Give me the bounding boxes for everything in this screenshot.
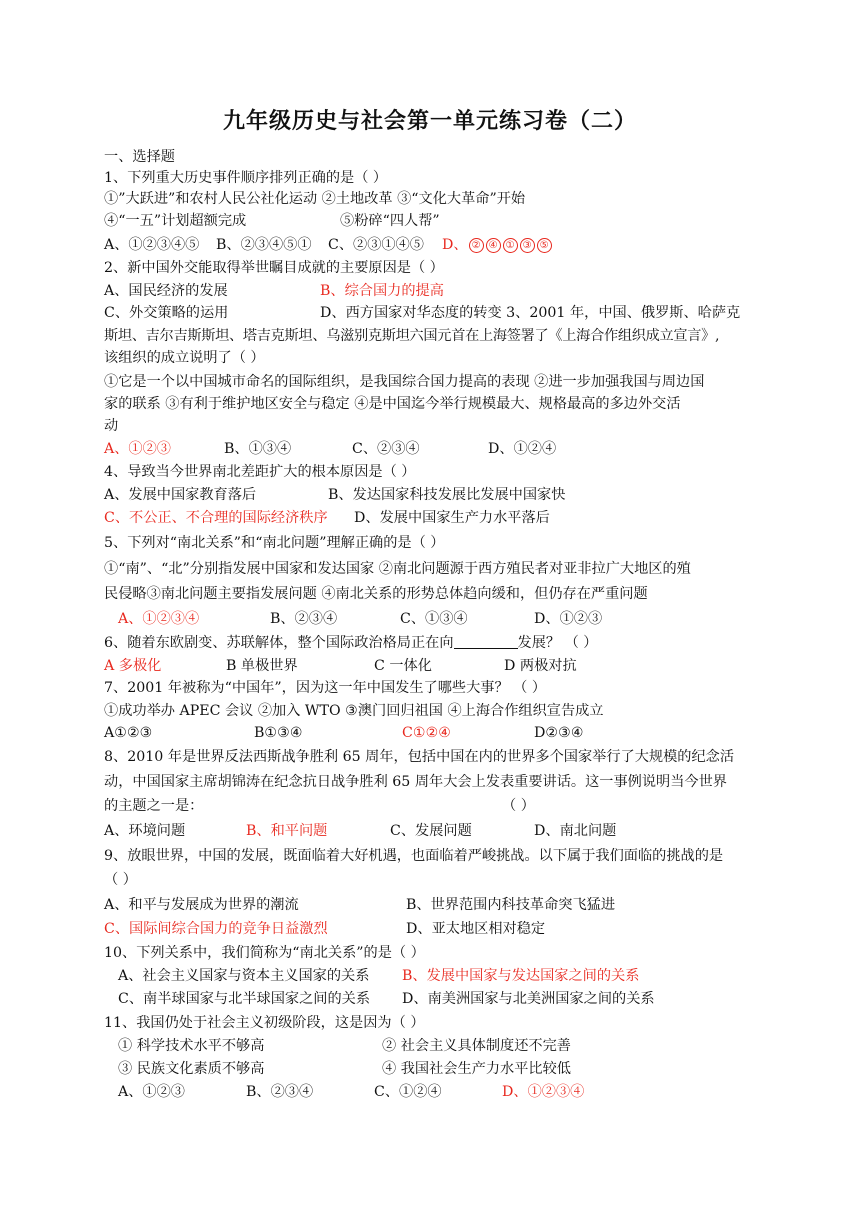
q1-option-d-answer bbox=[442, 234, 553, 256]
q1-item4: ④“一五”计划超额完成 bbox=[104, 213, 247, 229]
q4-stem: 4、导致当今世界南北差距扩大的根本原因是（ ） bbox=[104, 464, 416, 480]
q11-stem: 11、我国仍处于社会主义初级阶段，这是因为（ ） bbox=[104, 1015, 425, 1031]
q6-option-c: C 一体化 bbox=[374, 658, 432, 674]
q10-option-c: C、南半球国家与北半球国家之间的关系 bbox=[118, 991, 371, 1007]
q3-stem-line1: 斯坦、吉尔吉斯斯坦、塔吉克斯坦、乌滋别克斯坦六国元首在上海签署了《上海合作组织成立宣言》, bbox=[104, 328, 720, 344]
q6-stem-end: 发展？ （ ） bbox=[517, 635, 598, 651]
q6-stem bbox=[104, 632, 764, 654]
q8-option-c: C、发展问题 bbox=[390, 823, 472, 839]
q5-items-line2: 民侵略③南北问题主要指发展问题 ④南北关系的形势总体趋向缓和，但仍存在严重问题 bbox=[104, 586, 648, 602]
q7-option-a: A①②③ bbox=[104, 725, 153, 741]
q2-option-b-answer: B、综合国力的提高 bbox=[320, 283, 444, 299]
q7-option-b: B①③④ bbox=[254, 725, 303, 741]
q11-option-a: A、①②③ bbox=[118, 1084, 185, 1100]
q5-option-d: D、①②③ bbox=[534, 611, 603, 627]
q1-option-a: A、①②③④⑤ bbox=[104, 237, 200, 253]
q3-items-line1: ①它是一个以中国城市命名的国际组织，是我国综合国力提高的表现 ②进一步加强我国与周边国 bbox=[104, 374, 705, 390]
q8-stem-line1: 8、2010 年是世界反法西斯战争胜利 65 周年，包括中国在内的世界多个国家举行了大规模的纪念活 bbox=[104, 749, 735, 765]
q7-items: ①成功举办 APEC 会议 ②加入 WTO ③澳门回归祖国 ④上海合作组织宣告成立 bbox=[104, 703, 604, 719]
q4-option-b: B、发达国家科技发展比发展中国家快 bbox=[328, 487, 566, 503]
q8-option-d: D、南北问题 bbox=[534, 823, 617, 839]
q9-option-c-answer: C、国际间综合国力的竞争日益激烈 bbox=[104, 921, 328, 937]
q9-option-d: D、亚太地区相对稳定 bbox=[406, 921, 546, 937]
q4-option-a: A、发展中国家教育落后 bbox=[104, 487, 257, 503]
q3-option-b: B、①③④ bbox=[224, 441, 292, 457]
q1-answer-mark: ④ bbox=[486, 238, 501, 253]
q1-answer-mark: ① bbox=[503, 238, 518, 253]
q5-option-b: B、②③④ bbox=[270, 611, 338, 627]
q1-item5: ⑤粉碎“四人帮” bbox=[340, 213, 440, 229]
q3-items-line3: 动 bbox=[104, 418, 119, 434]
q1-option-d-prefix: D、 bbox=[442, 237, 468, 253]
q9-option-b: B、世界范围内科技革命突飞猛进 bbox=[406, 897, 616, 913]
q7-option-d: D②③④ bbox=[534, 725, 584, 741]
q6-option-a-answer: A 多极化 bbox=[104, 658, 162, 674]
q3-option-a-answer: A、①②③ bbox=[104, 441, 171, 457]
q8-stem-line2: 动，中国国家主席胡锦涛在纪念抗日战争胜利 65 周年大会上发表重要讲话。这一事例说明当今世界 bbox=[104, 774, 727, 790]
q10-option-a: A、社会主义国家与资本主义国家的关系 bbox=[118, 968, 370, 984]
q1-answer-mark: ② bbox=[469, 238, 484, 253]
q9-stem-line2: （ ） bbox=[104, 872, 137, 888]
q7-stem: 7、2001 年被称为“中国年”，因为这一年中国发生了哪些大事？ （ ） bbox=[104, 680, 547, 696]
q1-option-b: B、②③④⑤① bbox=[216, 237, 312, 253]
q6-option-b: B 单极世界 bbox=[226, 658, 298, 674]
q11-option-c: C、①②④ bbox=[374, 1084, 442, 1100]
q2-option-a: A、国民经济的发展 bbox=[104, 283, 228, 299]
q3-option-d: D、①②④ bbox=[488, 441, 557, 457]
q10-stem: 10、下列关系中，我们简称为“南北关系”的是（ ） bbox=[104, 945, 425, 961]
q6-stem-text: 6、随着东欧剧变、苏联解体，整个国际政治格局正在向 bbox=[104, 635, 454, 651]
q1-option-c: C、②③①④⑤ bbox=[328, 237, 424, 253]
q1-answer-mark: ⑤ bbox=[537, 238, 552, 253]
q11-item4: ④ 我国社会生产力水平比较低 bbox=[382, 1061, 571, 1077]
q1-items-line1: ①”大跃进”和农村人民公社化运动 ②土地改革 ③“文化大革命”开始 bbox=[104, 191, 526, 207]
q5-items-line1: ①“南”、“北”分别指发展中国家和发达国家 ②南北问题源于西方殖民者对亚非拉广大地区的殖 bbox=[104, 561, 691, 577]
q11-option-d-answer: D、①②③④ bbox=[502, 1084, 585, 1100]
section-heading: 一、选择题 bbox=[104, 149, 175, 165]
q8-answer-paren: （ ） bbox=[502, 798, 535, 814]
q8-option-b-answer: B、和平问题 bbox=[246, 823, 328, 839]
q11-item3: ③ 民族文化素质不够高 bbox=[118, 1061, 265, 1077]
q2-option-c: C、外交策略的运用 bbox=[104, 305, 229, 321]
q9-option-a: A、和平与发展成为世界的潮流 bbox=[104, 897, 299, 913]
q6-fill-blank bbox=[454, 634, 518, 649]
q3-items-line2: 家的联系 ③有利于维护地区安全与稳定 ④是中国迄今举行规模最大、规格最高的多边外交活 bbox=[104, 396, 681, 412]
q2-option-d: D、西方国家对华态度的转变 3、2001 年，中国、俄罗斯、哈萨克 bbox=[320, 305, 741, 321]
exam-title: 九年级历史与社会第一单元练习卷（二） bbox=[222, 108, 637, 134]
q8-option-a: A、环境问题 bbox=[104, 823, 186, 839]
q4-option-d: D、发展中国家生产力水平落后 bbox=[354, 510, 550, 526]
q3-option-c: C、②③④ bbox=[352, 441, 420, 457]
q4-option-c-answer: C、不公正、不合理的国际经济秩序 bbox=[104, 510, 328, 526]
q3-stem-line2: 该组织的成立说明了（ ） bbox=[104, 350, 265, 366]
q5-option-a-answer: A、①②③④ bbox=[118, 611, 200, 627]
q5-option-c: C、①③④ bbox=[400, 611, 468, 627]
q5-stem: 5、下列对“南北关系”和“南北问题”理解正确的是（ ） bbox=[104, 535, 445, 551]
q9-stem-line1: 9、放眼世界，中国的发展，既面临着大好机遇，也面临着严峻挑战。以下属于我们面临的挑战的是 bbox=[104, 848, 724, 864]
q1-stem: 1、下列重大历史事件顺序排列正确的是（ ） bbox=[104, 170, 388, 186]
q8-stem-text: 的主题之一是： bbox=[104, 798, 204, 814]
q11-item2: ② 社会主义具体制度还不完善 bbox=[382, 1038, 571, 1054]
q6-option-d: D 两极对抗 bbox=[504, 658, 577, 674]
q1-answer-mark: ③ bbox=[520, 238, 535, 253]
q11-item1: ① 科学技术水平不够高 bbox=[118, 1038, 265, 1054]
q7-option-c-answer: C①②④ bbox=[402, 725, 452, 741]
q10-option-d: D、南美洲国家与北美洲国家之间的关系 bbox=[402, 991, 655, 1007]
q2-stem: 2、新中国外交能取得举世瞩目成就的主要原因是（ ） bbox=[104, 260, 444, 276]
q11-option-b: B、②③④ bbox=[246, 1084, 314, 1100]
q10-option-b-answer: B、发展中国家与发达国家之间的关系 bbox=[402, 968, 640, 984]
